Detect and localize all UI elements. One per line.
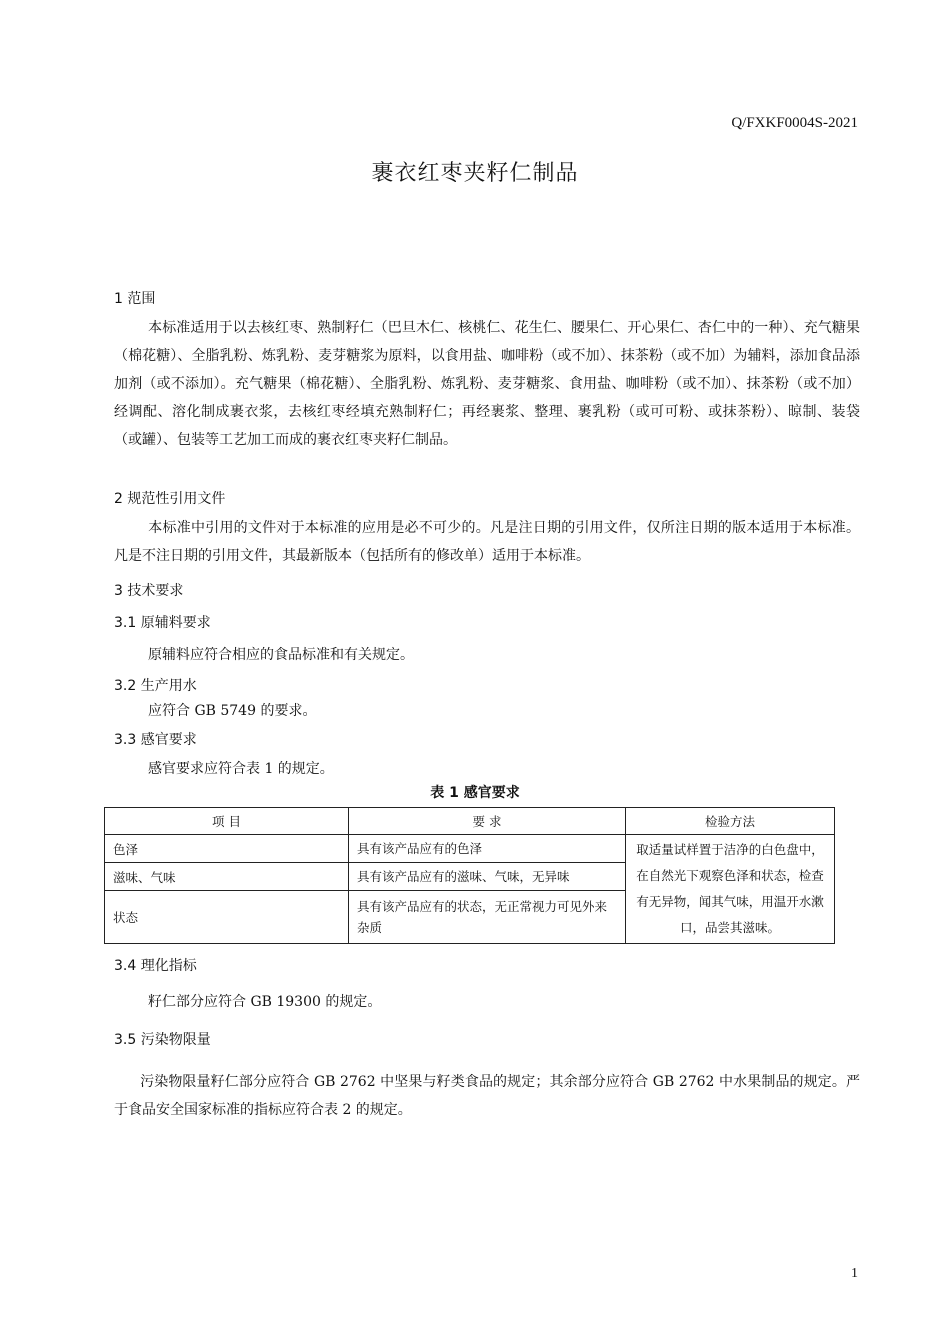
section-3-3-heading: 3.3 感官要求: [114, 732, 197, 748]
header-requirement: 要 求: [349, 808, 626, 835]
row-item: 状态: [105, 891, 349, 944]
section-1-text: 本标准适用于以去核红枣、熟制籽仁（巴旦木仁、核桃仁、花生仁、腰果仁、开心果仁、杏仁中的一种）、充气糖果（棉花糖）、全脂乳粉、炼乳粉、麦芽糖浆为原料，以食用盐、咖啡粉（或不加）、抹茶粉（或不加）为辅料，添加食品添加剂（或不添加）。充气糖果（棉花糖）、全脂乳粉、炼乳粉、麦芽糖浆、食用盐、咖啡粉（或不加）、抹茶粉（或不加）经调配、溶化制成裹衣浆，去核红枣经填充熟制籽仁；再经裹浆、整理、裹乳粉（或可可粉、或抹茶粉）、晾制、装袋（或罐）、包装等工艺加工而成的裹衣红枣夹籽仁制品。: [114, 320, 860, 448]
section-3-1-heading: 3.1 原辅料要求: [114, 615, 211, 631]
sensory-requirements-table: [104, 807, 835, 944]
row-requirement: 具有该产品应有的滋味、气味，无异味: [349, 863, 626, 891]
section-1-heading: 1 范围: [114, 291, 156, 307]
row-item: 色泽: [105, 835, 349, 863]
section-3-4-text: 籽仁部分应符合 GB 19300 的规定。: [148, 994, 382, 1010]
section-3-heading: 3 技术要求: [114, 583, 184, 599]
table-row: [105, 835, 835, 863]
document-title: 裹衣红枣夹籽仁制品: [371, 161, 579, 186]
header-method: 检验方法: [626, 808, 835, 835]
section-3-1-text: 原辅料应符合相应的食品标准和有关规定。: [148, 647, 414, 663]
row-requirement: 具有该产品应有的色泽: [349, 835, 626, 863]
section-2-text: 本标准中引用的文件对于本标准的应用是必不可少的。凡是注日期的引用文件，仅所注日期的版本适用于本标准。凡是不注日期的引用文件，其最新版本（包括所有的修改单）适用于本标准。: [114, 520, 860, 564]
section-2-heading: 2 规范性引用文件: [114, 491, 226, 507]
section-3-2-text: 应符合 GB 5749 的要求。: [148, 703, 317, 719]
row-item: 滋味、气味: [105, 863, 349, 891]
section-3-5-heading: 3.5 污染物限量: [114, 1032, 211, 1048]
table-1-caption: 表 1 感官要求: [430, 785, 520, 801]
section-3-4-heading: 3.4 理化指标: [114, 958, 197, 974]
section-3-2-heading: 3.2 生产用水: [114, 678, 197, 694]
row-method: 取适量试样置于洁净的白色盘中，在自然光下观察色泽和状态，检查有无异物，闻其气味，用温开水漱口，品尝其滋味。: [626, 835, 835, 944]
table-header-row: [105, 808, 835, 835]
section-3-3-text: 感官要求应符合表 1 的规定。: [148, 761, 334, 777]
document-code: Q/FXKF0004S-2021: [731, 115, 858, 131]
section-3-5-text: 污染物限量籽仁部分应符合 GB 2762 中坚果与籽类食品的规定；其余部分应符合 GB 2762 中水果制品的规定。严于食品安全国家标准的指标应符合表 2 的规定。: [114, 1074, 860, 1118]
page-number: 1: [851, 1266, 858, 1281]
row-requirement: 具有该产品应有的状态，无正常视力可见外来杂质: [349, 891, 626, 944]
header-item: 项 目: [105, 808, 349, 835]
